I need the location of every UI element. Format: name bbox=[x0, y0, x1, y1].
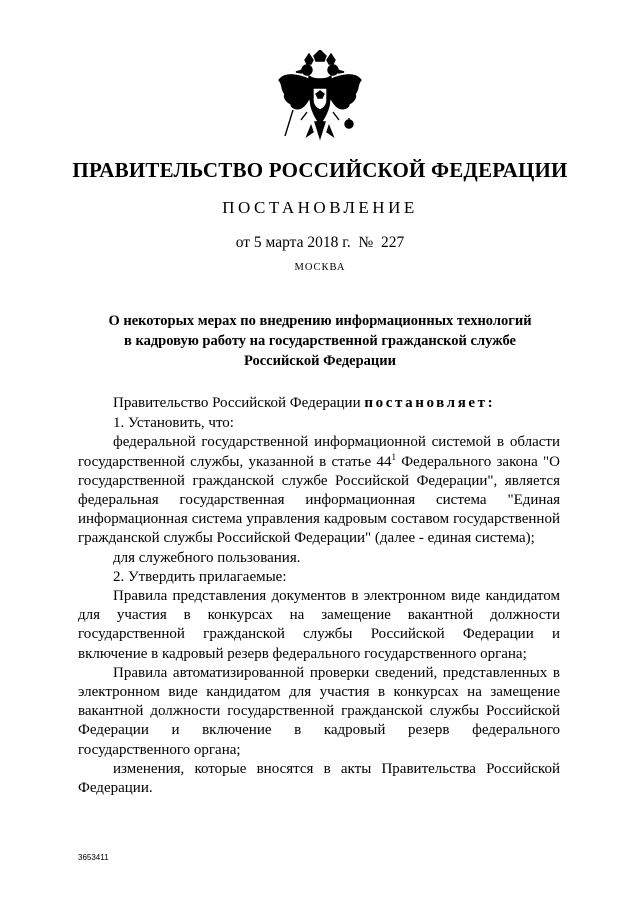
russian-coat-of-arms-icon bbox=[275, 50, 365, 146]
government-title: ПРАВИТЕЛЬСТВО РОССИЙСКОЙ ФЕДЕРАЦИИ bbox=[72, 158, 568, 182]
paragraph-2-text-a: федеральной государственной информационной системой в области государственной службы, указанной в статье 44 bbox=[78, 434, 560, 470]
resolves-word: постановляет: bbox=[364, 395, 496, 411]
subject-line-2: в кадровую работу на государственной гражданской службе bbox=[124, 333, 516, 349]
paragraph-5: Правила представления документов в электронном виде кандидатом для участия в конкурсах на замещение вакантной должности государственной гражданской службы Российской Федерации и включение в кадровый резерв федерального государственного органа; bbox=[78, 588, 560, 662]
paragraph-4: 2. Утвердить прилагаемые: bbox=[113, 568, 287, 585]
document-code: 3653411 bbox=[78, 853, 109, 862]
paragraph-1: 1. Установить, что: bbox=[113, 415, 234, 432]
paragraph-6: Правила автоматизированной проверки сведений, представленных в электронном виде кандидатом для участия в конкурсах на замещение вакантной должности государственной гражданской службы Российской Федерации и включение в кадровый резерв федерального государственного органа; bbox=[78, 664, 560, 758]
document-city: МОСКВА bbox=[294, 262, 346, 273]
paragraph-3: для служебного пользования. bbox=[113, 549, 301, 566]
document-type: ПОСТАНОВЛЕНИЕ bbox=[222, 198, 418, 217]
subject-line-1: О некоторых мерах по внедрению информационных технологий bbox=[108, 313, 532, 329]
paragraph-2-text-b: Федерального закона "О государственной гражданской службе Российской Федерации", является федеральная государственная информационная система "Единая информационная система управления кадровым составом государственной гражданской службы Российской Федерации" (далее - единая система); bbox=[78, 453, 560, 547]
paragraph-2 bbox=[78, 433, 560, 548]
document-subject bbox=[80, 311, 560, 371]
paragraph-2-superscript: 1 bbox=[391, 451, 396, 462]
document-date-number: от 5 марта 2018 г. № 227 bbox=[235, 234, 405, 251]
intro-paragraph bbox=[78, 394, 560, 413]
document-body bbox=[78, 394, 560, 798]
subject-line-3: Российской Федерации bbox=[243, 353, 396, 369]
intro-text: Правительство Российской Федерации bbox=[113, 395, 365, 411]
paragraph-7: изменения, которые вносятся в акты Правительства Российской Федерации. bbox=[78, 760, 560, 797]
